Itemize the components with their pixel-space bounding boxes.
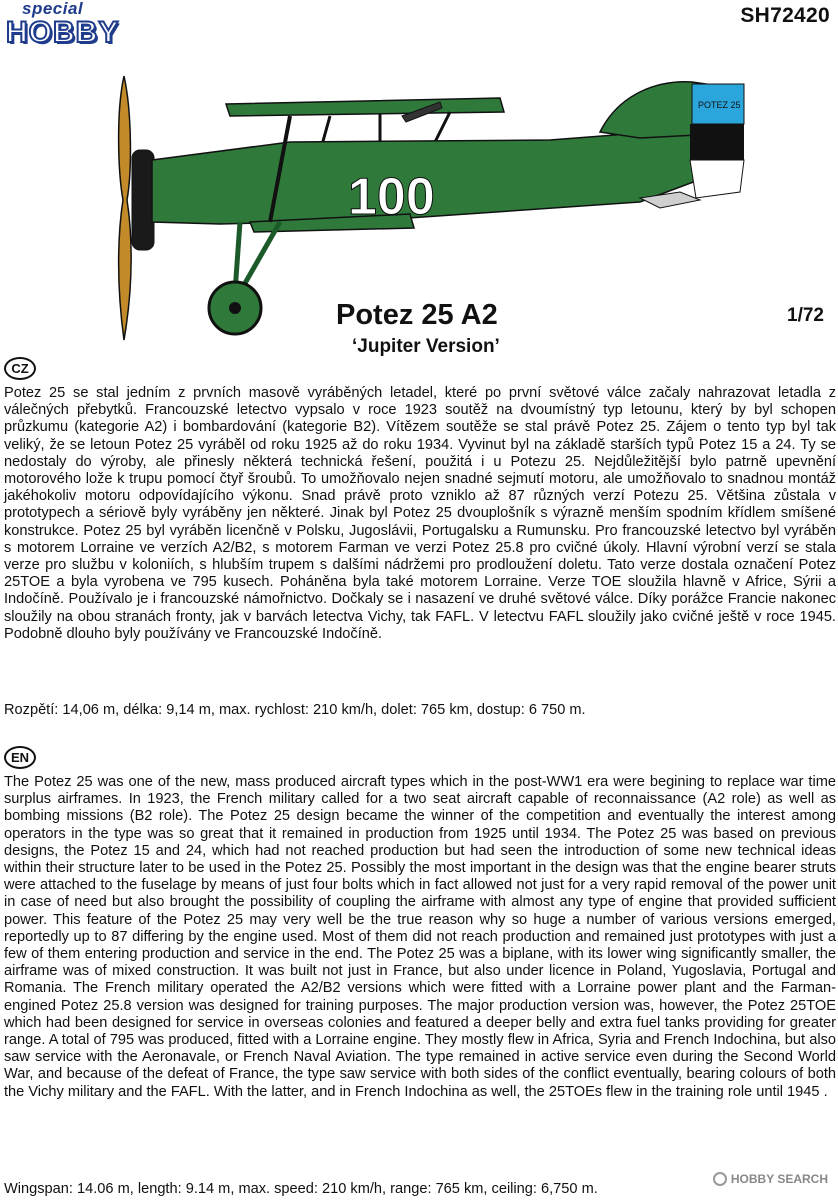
special-hobby-logo [6,2,122,48]
watermark-text: HOBBY SEARCH [730,1172,828,1186]
upper-wing [226,98,504,116]
cz-specifications: Rozpětí: 14,06 m, délka: 9,14 m, max. rychlost: 210 km/h, dolet: 765 km, dostup: 6 750 m. [4,702,586,718]
aircraft-number: 100 [348,168,435,226]
rudder-white [690,160,744,198]
logo-special-text: special [22,0,84,18]
engine [132,150,154,250]
watermark [713,1172,828,1186]
watermark-ring-icon [713,1172,727,1186]
scale-label: 1/72 [787,305,824,326]
cz-description: Potez 25 se stal jedním z prvních masově vyráběných letadel, které po první světové válce začaly nahrazovat letadla z válečných přebytků. Francouzské letectvo vypsalo v roce 1923 soutěž na dvoumístný typ letounu, který by byl schopen průzkumu (kategorie A2) i bombardování (kategorie B2). Vítězem soutěže se stal právě Potez 25. Zájem o tento typ byl tak veliký, že se letoun Potez 25 vyráběl od roku 1925 až do roku 1934. Vyvinut byl na základě starších typů Potez 15 a 24. Ty se nedostaly do výroby, ale přinesly některá technická řešení, použitá i u Potezu 25. Nejdůležitější bylo patrně upevnění motorového lože k trupu pomocí čtyř šroubů. To umožňovalo nejen snadné sejmutí motoru, ale umožňovalo to snadnou montáž jakéhokoliv motoru odpovídajícího výkonu. Snad právě proto vzniklo až 87 různých verzí Potezu 25. Většina zůstala v prototypech a sériově byly vyráběny jen některé. Jinak byl Potez 25 dvouplošník s výrazně menším spodním křídlem smíšené konstrukce. Potez 25 byl vyráběn licenčně v Polsku, Jugoslávii, Portugalsku a Rumunsku. Pro francouzské letectvo byl vyráběn s motorem Lorraine ve verzích A2/B2, s motorem Farman ve verzi Potez 25.8 pro cvičné úkoly. Hlavní výrobní verzí se stala verze pro službu v koloniích, s hlubším trupem s dalšími nádržemi pro prodloužení doletu. Tato verze dostala označení Potez 25TOE a byla vyrobena ve 795 kusech. Poháněna byla také motorem Lorraine. Verze TOE sloužila hlavně v Africe, Sýrii a Indočíně. Používalo je i francouzské námořnictvo. Dočkaly se i nasazení ve druhé světové válce. Díky porážce Francie nakonec sloužily na obou stranách fronty, jak v barvách letectva Vichy, tak FAFL. V letectvu FAFL sloužily jako cvičné ještě v roce 1945. Podobně dlouho byly používány ve Francouzské Indočíně. [4,385,836,642]
page-subtitle: ‘Jupiter Version’ [352,336,500,357]
propeller [119,76,132,340]
en-language-badge: EN [4,746,36,769]
page-title: Potez 25 A2 [336,299,498,331]
product-code: SH72420 [740,4,830,27]
tail-text: POTEZ 25 [698,100,741,110]
fuselage [152,130,730,224]
rudder-black [690,124,744,160]
en-description: The Potez 25 was one of the new, mass produced aircraft types which in the post-WW1 era were begining to replace war time surplus airframes. In 1923, the French military called for a two seat aircraft capable of reconnaissance (A2 role) as well as bombing missions (B2 role). The Potez 25 design became the winner of the competition and eventually the interest among operators in the type was so great that it remained in production from 1925 until 1934. The Potez 25 was based on previous designs, the Potez 15 and 24, which had not reached production but had seen the introduction of some new technical ideas within their structure later to be used in the Potez 25. Possibly the most important in the design was that the engine bearer struts were attached to the fuselage by means of just four bolts which in fact allowed not just for a very rapid removal of the power unit in case of need but also brought the possibility of coupling the airframe with almost any type of engine that provided sufficient power. This feature of the Potez 25 may very well be the true reason why so huge a number of various versions emerged, reportedly up to 87 differing by the engine used. Most of them did not reach production and remained just prototypes with just a few of them entering production and service in the end. The Potez 25 was a biplane, with its lower wing significantly smaller, the airframe was of mixed construction. It was built not just in France, but also under licence in Poland, Yugoslavia, Portugal and Romania. The French military operated the A2/B2 versions which were fitted with a Lorraine power plant and the Farman-engined Potez 25.8 version was designed for training purposes. The major production version was, however, the Potez 25TOE which had been designed for service in overseas colonies and featured a deeper belly and extra fuel tanks providing for greater range. A total of 795 was produced, fitted with a Lorraine engine. They mostly flew in Africa, Syria and French Indochina, but also saw service with the Aeronavale, or French Naval Aviation. The type remained in active service even during the Second World War, and because of the defeat of France, the type saw service with both sides of the conflict eventually, bearing colours of both the Vichy military and the FAFL. With the latter, and in French Indochina as well, the 25TOEs flew in the training role until 1945 . [4,774,836,1100]
en-specifications: Wingspan: 14.06 m, length: 9.14 m, max. speed: 210 km/h, range: 765 km, ceiling: 6,750 m. [4,1181,598,1197]
logo-hobby-text: HOBBY [6,16,120,49]
cz-language-badge: CZ [4,357,36,380]
